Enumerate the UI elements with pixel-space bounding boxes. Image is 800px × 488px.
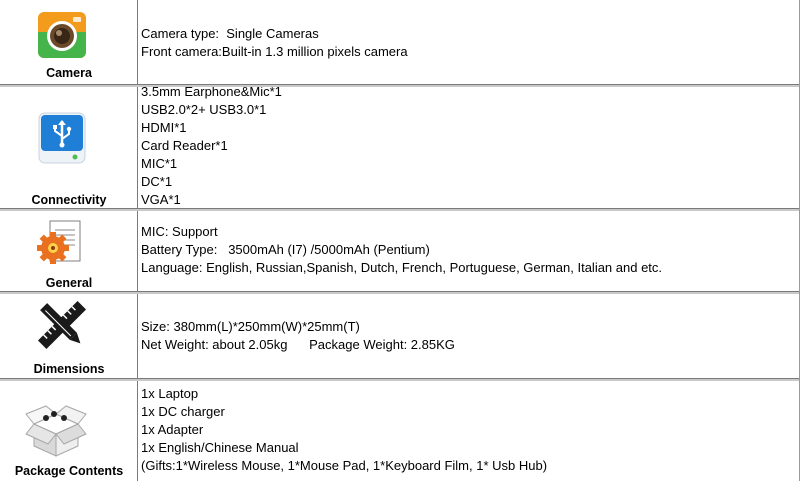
row-divider-shadow: [0, 85, 800, 87]
spec-line: Front camera:Built-in 1.3 million pixels camera: [141, 44, 408, 59]
spec-line: Card Reader*1: [141, 138, 228, 153]
spec-line: 1x Laptop: [141, 386, 199, 401]
ruler-pencil-icon: [37, 299, 87, 351]
spec-row-dimensions: [0, 291, 800, 378]
usb-icon: [38, 112, 86, 164]
spec-row-package-contents: [0, 378, 800, 481]
spec-row-connectivity: [0, 84, 800, 208]
category-label: Dimensions: [33, 362, 105, 376]
spec-line: 1x Adapter: [141, 422, 204, 437]
spec-line: DC*1: [141, 174, 173, 189]
category-label: Package Contents: [14, 464, 124, 478]
row-divider-shadow: [0, 379, 800, 381]
spec-details-connectivity: [140, 83, 800, 207]
row-divider-shadow: [0, 292, 800, 294]
spec-line: Battery Type: 3500mAh (I7) /5000mAh (Pentium): [141, 242, 430, 257]
category-label: Connectivity: [31, 193, 107, 207]
category-cell-connectivity: [0, 84, 138, 208]
spec-line: USB2.0*2+ USB3.0*1: [141, 102, 267, 117]
category-cell-general: [0, 208, 138, 291]
camera-icon: [36, 10, 88, 60]
category-cell-package-contents: [0, 378, 138, 481]
spec-line: 1x DC charger: [141, 404, 225, 419]
spec-line: 1x English/Chinese Manual: [141, 440, 299, 455]
spec-row-general: [0, 208, 800, 291]
spec-line: Language: English, Russian,Spanish, Dutch, French, Portuguese, German, Italian and etc.: [141, 260, 663, 275]
spec-line: Net Weight: about 2.05kg Package Weight: 2.85KG: [141, 337, 455, 352]
spec-details-package-contents: [140, 378, 800, 488]
category-cell-camera: [0, 0, 138, 84]
category-cell-dimensions: [0, 291, 138, 378]
category-label: Camera: [46, 66, 92, 80]
open-box-icon: [24, 400, 88, 458]
spec-line: 3.5mm Earphone&Mic*1: [141, 84, 282, 99]
spec-line: (Gifts:1*Wireless Mouse, 1*Mouse Pad, 1*Keyboard Film, 1* Usb Hub): [141, 458, 548, 473]
spec-line: VGA*1: [141, 192, 181, 207]
spec-line: HDMI*1: [141, 120, 187, 135]
spec-line: MIC: Support: [141, 224, 218, 239]
spec-line: Size: 380mm(L)*250mm(W)*25mm(T): [141, 319, 360, 334]
spec-line: MIC*1: [141, 156, 178, 171]
settings-document-icon: [36, 218, 86, 272]
category-label: General: [45, 276, 93, 290]
spec-line: Camera type: Single Cameras: [141, 26, 319, 41]
row-divider-shadow: [0, 209, 800, 211]
spec-row-camera: [0, 0, 800, 84]
